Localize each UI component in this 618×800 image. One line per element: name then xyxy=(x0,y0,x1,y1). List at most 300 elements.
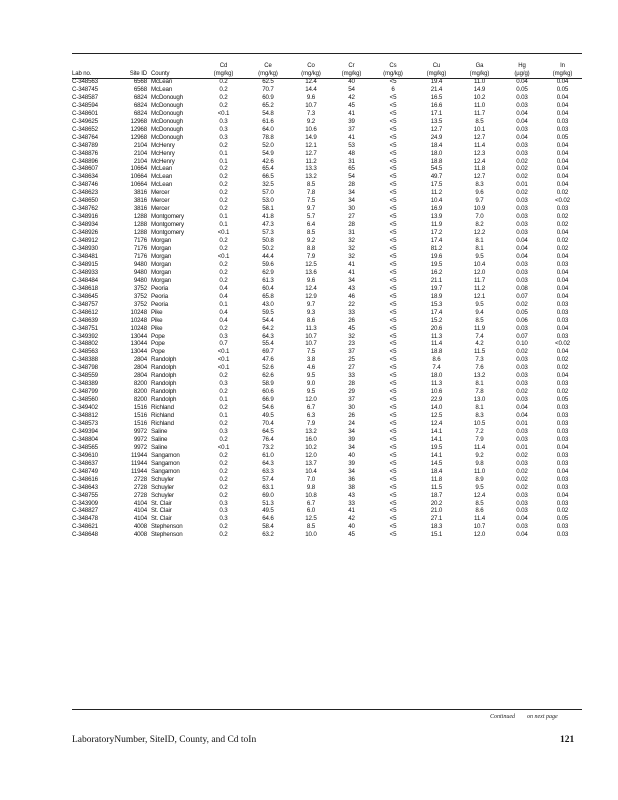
table-cell: 1516 xyxy=(133,404,147,412)
table-cell: Saline xyxy=(151,427,168,435)
table-cell: <5 xyxy=(389,78,397,85)
table-cell: <5 xyxy=(389,109,397,117)
table-header xyxy=(72,54,582,78)
table-cell: 66.5 xyxy=(262,173,274,181)
column-header xyxy=(371,54,415,78)
column-name: Ga xyxy=(475,63,484,70)
table-cell: Schuyler xyxy=(151,475,174,483)
table-cell: <0.1 xyxy=(217,443,230,451)
table-cell: 0.02 xyxy=(516,189,528,197)
table-cell: 0.03 xyxy=(516,523,528,531)
column-header xyxy=(246,54,290,78)
table-cell: 10.4 xyxy=(473,260,486,268)
table-row xyxy=(72,484,582,492)
table-cell: 15.1 xyxy=(430,531,443,539)
table-cell: 2104 xyxy=(133,141,147,149)
table-cell: 44.4 xyxy=(262,252,274,260)
table-cell: McDonough xyxy=(151,101,184,109)
table-cell: C-348745 xyxy=(72,85,98,93)
table-cell: 12.1 xyxy=(305,141,317,149)
table-cell: 60.9 xyxy=(262,93,274,101)
table-cell: 54.9 xyxy=(262,149,274,157)
table-cell: 12.5 xyxy=(430,412,443,420)
table-cell: 8.1 xyxy=(475,237,484,245)
column-name: Lab no. xyxy=(72,70,92,77)
table-cell: 0.10 xyxy=(516,340,528,348)
table-cell: 54.6 xyxy=(262,404,274,412)
table-cell: 2728 xyxy=(133,475,147,483)
table-cell: 0.03 xyxy=(516,356,528,364)
table-cell: C-349392 xyxy=(72,332,98,340)
table-row xyxy=(72,237,582,245)
table-cell: 3752 xyxy=(133,284,147,292)
table-cell: C-348573 xyxy=(72,419,98,427)
table-cell: 9480 xyxy=(133,268,147,276)
table-cell: 37 xyxy=(348,125,355,133)
table-cell: <5 xyxy=(389,348,397,356)
table-cell: 27 xyxy=(348,364,355,372)
table-cell: 12.5 xyxy=(305,515,317,523)
table-cell: <5 xyxy=(389,237,397,245)
table-cell: 0.4 xyxy=(219,316,228,324)
table-cell: 2728 xyxy=(133,483,147,491)
table-row xyxy=(72,181,582,189)
table-cell: 60.6 xyxy=(262,388,274,396)
table-row xyxy=(72,86,582,94)
table-cell: <5 xyxy=(389,340,397,348)
table-cell: 18.7 xyxy=(430,491,443,499)
table-cell: 0.03 xyxy=(556,260,569,268)
table-cell: 0.04 xyxy=(556,173,569,181)
table-cell: 11.0 xyxy=(474,101,485,109)
table-cell: 11944 xyxy=(131,459,147,467)
table-cell: 0.03 xyxy=(556,205,569,213)
table-cell: 12.5 xyxy=(305,260,317,268)
table-cell: 0.07 xyxy=(516,292,528,300)
table-cell: <5 xyxy=(389,260,397,268)
table-cell: 73.2 xyxy=(262,443,274,451)
table-cell: 0.04 xyxy=(516,133,528,141)
table-cell: McDonough xyxy=(151,125,184,133)
table-cell: C-348751 xyxy=(72,324,98,332)
table-cell: 0.05 xyxy=(556,133,569,141)
table-cell: McLean xyxy=(151,165,173,173)
table-cell: 11.2 xyxy=(305,157,317,165)
table-cell: 31 xyxy=(348,157,355,165)
table-cell: 69.0 xyxy=(262,491,274,499)
table-cell: Pope xyxy=(151,348,165,356)
table-cell: <5 xyxy=(389,213,397,221)
table-cell: <5 xyxy=(389,141,397,149)
table-cell: 33 xyxy=(348,499,355,507)
table-cell: Sangamon xyxy=(151,467,180,475)
table-cell: 0.03 xyxy=(556,419,569,427)
table-row xyxy=(72,213,582,221)
table-cell: 13.7 xyxy=(305,459,317,467)
table-cell: 0.04 xyxy=(556,324,569,332)
table-cell: <5 xyxy=(389,459,397,467)
table-cell: 11.0 xyxy=(474,78,485,85)
table-cell: 0.2 xyxy=(219,475,228,483)
table-cell: <5 xyxy=(389,475,397,483)
table-cell: 47.6 xyxy=(262,356,274,364)
table-cell: C-348594 xyxy=(72,101,98,109)
table-row xyxy=(72,126,582,134)
table-row xyxy=(72,507,582,515)
table-cell: 9.5 xyxy=(475,252,484,260)
table-cell: 0.02 xyxy=(556,364,569,372)
data-table xyxy=(72,54,582,539)
table-cell: <5 xyxy=(389,372,397,380)
table-cell: 0.01 xyxy=(516,419,528,427)
table-cell: 7.8 xyxy=(306,189,316,197)
table-cell: C-348746 xyxy=(72,181,98,189)
table-cell: <5 xyxy=(389,451,397,459)
table-cell: 20.6 xyxy=(430,324,443,332)
column-header xyxy=(458,54,501,78)
table-cell: C-348912 xyxy=(72,237,98,245)
table-cell: McDonough xyxy=(151,109,184,117)
table-cell: <5 xyxy=(389,197,397,205)
table-cell: 37 xyxy=(348,396,355,404)
column-header xyxy=(118,54,151,78)
table-cell: 11.5 xyxy=(431,483,442,491)
table-cell: C-348618 xyxy=(72,284,98,292)
table-cell: Montgomery xyxy=(151,213,184,221)
table-cell: <5 xyxy=(389,419,397,427)
table-cell: 0.02 xyxy=(556,221,569,229)
table-cell: 17.4 xyxy=(430,237,443,245)
table-row xyxy=(72,380,582,388)
table-cell: McLean xyxy=(151,181,173,189)
table-cell: 0.04 xyxy=(556,284,569,292)
table-cell: Montgomery xyxy=(151,229,184,237)
table-cell: <5 xyxy=(389,101,397,109)
table-cell: 0.04 xyxy=(556,109,569,117)
table-row xyxy=(72,189,582,197)
table-cell: 0.2 xyxy=(219,237,228,245)
table-cell: 14.1 xyxy=(430,435,443,443)
table-cell: 0.04 xyxy=(556,443,569,451)
table-cell: 0.04 xyxy=(556,101,569,109)
table-cell: 1288 xyxy=(133,229,147,237)
table-cell: 0.04 xyxy=(516,404,528,412)
table-cell: 0.2 xyxy=(219,205,228,213)
table-cell: 65 xyxy=(348,165,355,173)
table-cell: 7.2 xyxy=(475,427,484,435)
table-cell: 0.04 xyxy=(556,141,569,149)
table-cell: <5 xyxy=(389,467,397,475)
table-cell: 32 xyxy=(348,245,355,253)
table-cell: <5 xyxy=(389,181,397,189)
table-cell: 0.03 xyxy=(516,141,528,149)
column-header xyxy=(201,54,246,78)
table-cell: 13044 xyxy=(130,348,147,356)
table-cell: 66.9 xyxy=(262,396,274,404)
table-cell: 30 xyxy=(348,205,355,213)
table-cell: C-348563 xyxy=(72,78,98,85)
table-cell: 46 xyxy=(348,292,355,300)
table-cell: 0.04 xyxy=(556,292,569,300)
table-cell: 0.03 xyxy=(556,427,569,435)
table-cell: 12968 xyxy=(130,125,147,133)
table-cell: 9480 xyxy=(133,260,147,268)
table-cell: 14.0 xyxy=(430,404,443,412)
table-cell: 1516 xyxy=(133,419,147,427)
table-row xyxy=(72,468,582,476)
table-cell: McDonough xyxy=(151,93,184,101)
table-cell: 64.3 xyxy=(262,459,274,467)
table-cell: 8200 xyxy=(133,396,147,404)
table-cell: 0.03 xyxy=(516,125,528,133)
table-cell: 0.2 xyxy=(219,189,228,197)
continued-word: Continued xyxy=(490,714,515,720)
table-cell: 9972 xyxy=(133,427,147,435)
column-name: In xyxy=(560,63,565,70)
table-cell: 13.2 xyxy=(305,173,317,181)
table-cell: 27.1 xyxy=(430,515,443,523)
table-cell: 13.2 xyxy=(305,427,317,435)
table-cell: 0.2 xyxy=(219,197,228,205)
table-cell: 0.03 xyxy=(516,93,528,101)
table-cell: St. Clair xyxy=(151,499,172,507)
table-cell: 0.7 xyxy=(219,340,228,348)
table-cell: 0.03 xyxy=(556,308,569,316)
table-cell: 3816 xyxy=(133,189,147,197)
table-cell: 7.6 xyxy=(475,364,484,372)
table-cell: <0.1 xyxy=(217,229,230,237)
table-cell: 11.4 xyxy=(431,340,442,348)
table-cell: 14.9 xyxy=(473,85,486,93)
table-cell: 23 xyxy=(348,340,355,348)
table-cell: 12.3 xyxy=(473,149,486,157)
table-cell: <5 xyxy=(389,189,397,197)
table-cell: 41 xyxy=(348,268,355,276)
table-cell: <0.02 xyxy=(555,197,570,205)
table-cell: Mercer xyxy=(151,197,170,205)
table-cell: 45 xyxy=(348,101,355,109)
table-cell: 0.01 xyxy=(516,443,528,451)
table-cell: <5 xyxy=(389,316,397,324)
table-cell: 0.05 xyxy=(516,85,528,93)
table-cell: 28 xyxy=(348,380,355,388)
table-cell: 12.0 xyxy=(305,451,317,459)
table-cell: 0.04 xyxy=(556,268,569,276)
table-cell: 8.5 xyxy=(306,229,316,237)
table-row xyxy=(72,158,582,166)
table-cell: 9.7 xyxy=(475,197,484,205)
table-cell: 11.2 xyxy=(431,189,442,197)
table-cell: McLean xyxy=(151,85,173,93)
table-cell: 11.4 xyxy=(474,515,485,523)
table-cell: C-348930 xyxy=(72,245,98,253)
table-cell: 1288 xyxy=(133,221,147,229)
table-cell: C-349610 xyxy=(72,451,98,459)
table-cell: 58.1 xyxy=(262,205,274,213)
table-cell: Randolph xyxy=(151,356,177,364)
table-cell: 10.4 xyxy=(305,467,317,475)
table-cell: 0.04 xyxy=(556,165,569,173)
table-cell: 12.0 xyxy=(305,396,317,404)
table-cell: 76.4 xyxy=(262,435,274,443)
table-cell: 0.3 xyxy=(219,117,228,125)
table-cell: Pope xyxy=(151,332,165,340)
table-cell: 0.07 xyxy=(516,332,528,340)
table-cell: 63.3 xyxy=(262,467,274,475)
table-cell: Randolph xyxy=(151,396,177,404)
table-cell: 7.3 xyxy=(475,356,484,364)
table-cell: C-348634 xyxy=(72,173,98,181)
table-cell: 55.4 xyxy=(262,340,274,348)
table-cell: C-348616 xyxy=(72,475,98,483)
table-cell: C-348645 xyxy=(72,292,98,300)
table-cell: 11.3 xyxy=(305,324,317,332)
table-cell: 54.8 xyxy=(262,109,274,117)
table-cell: 0.2 xyxy=(219,276,228,284)
table-cell: 8.9 xyxy=(475,475,484,483)
table-row xyxy=(72,134,582,142)
table-cell: 0.02 xyxy=(516,165,528,173)
table-cell: 8.5 xyxy=(475,316,484,324)
table-cell: 12.2 xyxy=(473,229,486,237)
table-cell: 34 xyxy=(348,467,355,475)
table-cell: 0.1 xyxy=(219,300,228,308)
table-cell: 9.5 xyxy=(475,300,484,308)
table-cell: <0.1 xyxy=(217,356,230,364)
table-cell: 28 xyxy=(348,181,355,189)
table-row xyxy=(72,301,582,309)
table-cell: 0.2 xyxy=(219,419,228,427)
table-cell: 18.3 xyxy=(430,523,443,531)
table-cell: 39 xyxy=(348,459,355,467)
table-cell: <5 xyxy=(389,531,397,539)
table-cell: 0.03 xyxy=(556,523,569,531)
table-cell: 0.04 xyxy=(516,515,528,523)
column-name: Cs xyxy=(389,63,397,70)
table-cell: 0.1 xyxy=(219,213,228,221)
table-cell: 10.7 xyxy=(473,523,486,531)
table-cell: 10.2 xyxy=(305,443,317,451)
table-cell: 12.7 xyxy=(473,133,486,141)
table-cell: 13.6 xyxy=(305,268,317,276)
table-cell: <5 xyxy=(389,157,397,165)
table-cell: 5.7 xyxy=(306,213,316,221)
table-cell: 36 xyxy=(348,475,355,483)
table-cell: McHenry xyxy=(151,157,175,165)
table-cell: 0.03 xyxy=(556,117,569,125)
column-name: Site ID xyxy=(129,70,147,77)
table-cell: 70.7 xyxy=(262,85,274,93)
table-cell: 13.3 xyxy=(305,165,317,173)
table-cell: 61.0 xyxy=(262,451,274,459)
table-cell: 0.02 xyxy=(556,213,569,221)
table-cell: McLean xyxy=(151,173,173,181)
table-cell: 64.5 xyxy=(262,427,274,435)
table-cell: 13.2 xyxy=(473,372,486,380)
table-cell: 53.0 xyxy=(262,197,274,205)
table-cell: C-348802 xyxy=(72,340,98,348)
table-cell: 0.2 xyxy=(219,491,228,499)
table-cell: 52.0 xyxy=(262,141,274,149)
table-cell: 0.2 xyxy=(219,523,228,531)
table-cell: 12.7 xyxy=(430,125,443,133)
table-cell: 62.5 xyxy=(262,78,274,85)
table-cell: 17.5 xyxy=(430,181,443,189)
table-cell: 6 xyxy=(391,85,395,93)
table-cell: 12968 xyxy=(130,133,147,141)
table-cell: 0.03 xyxy=(516,268,528,276)
table-cell: 0.03 xyxy=(516,221,528,229)
table-cell: 33 xyxy=(348,372,355,380)
table-cell: 0.03 xyxy=(516,101,528,109)
column-name: Cr xyxy=(348,63,355,70)
table-cell: 3752 xyxy=(133,292,147,300)
table-cell: 0.1 xyxy=(219,412,228,420)
table-cell: St. Clair xyxy=(151,515,172,523)
table-cell: <5 xyxy=(389,483,397,491)
table-cell: 10.7 xyxy=(305,101,317,109)
table-cell: 0.03 xyxy=(516,380,528,388)
table-cell: 0.3 xyxy=(219,499,228,507)
table-cell: 45 xyxy=(348,531,355,539)
table-cell: C-348876 xyxy=(72,149,98,157)
table-cell: 0.03 xyxy=(516,507,528,515)
table-cell: 7.9 xyxy=(306,419,316,427)
table-row xyxy=(72,492,582,500)
table-cell: C-348827 xyxy=(72,507,98,515)
table-cell: 0.04 xyxy=(516,78,528,85)
column-name: Cd xyxy=(219,63,228,70)
table-cell: 50.8 xyxy=(262,237,274,245)
table-cell: 18.9 xyxy=(430,292,443,300)
table-cell: C-349625 xyxy=(72,117,98,125)
table-cell: <5 xyxy=(389,133,397,141)
table-cell: 3.8 xyxy=(306,356,316,364)
table-cell: 34 xyxy=(348,427,355,435)
table-cell: 0.03 xyxy=(556,531,569,539)
table-cell: 10248 xyxy=(130,308,147,316)
table-cell: 0.2 xyxy=(219,459,228,467)
table-cell: <5 xyxy=(389,149,397,157)
table-cell: Schuyler xyxy=(151,483,174,491)
table-cell: 0.04 xyxy=(556,149,569,157)
table-cell: 9480 xyxy=(133,276,147,284)
table-cell: 9.2 xyxy=(306,237,316,245)
table-cell: 39 xyxy=(348,117,355,125)
table-cell: <5 xyxy=(389,491,397,499)
column-header xyxy=(332,54,371,78)
table-cell: 9.7 xyxy=(306,205,316,213)
table-cell: 0.2 xyxy=(219,404,228,412)
table-cell: 69.7 xyxy=(262,348,274,356)
table-cell: Morgan xyxy=(151,268,172,276)
table-cell: 7.9 xyxy=(306,252,316,260)
table-row xyxy=(72,428,582,436)
table-cell: 40 xyxy=(348,451,355,459)
table-cell: 9972 xyxy=(133,443,147,451)
table-cell: 10.9 xyxy=(473,205,486,213)
table-cell: <5 xyxy=(389,93,397,101)
table-cell: 0.03 xyxy=(556,332,569,340)
table-cell: <5 xyxy=(389,396,397,404)
table-cell: 41 xyxy=(348,507,355,515)
table-cell: 0.02 xyxy=(516,300,528,308)
table-cell: 7.3 xyxy=(306,109,316,117)
table-cell: 0.04 xyxy=(556,93,569,101)
table-cell: 0.03 xyxy=(516,276,528,284)
table-cell: <5 xyxy=(389,173,397,181)
table-cell: 24.9 xyxy=(430,133,443,141)
